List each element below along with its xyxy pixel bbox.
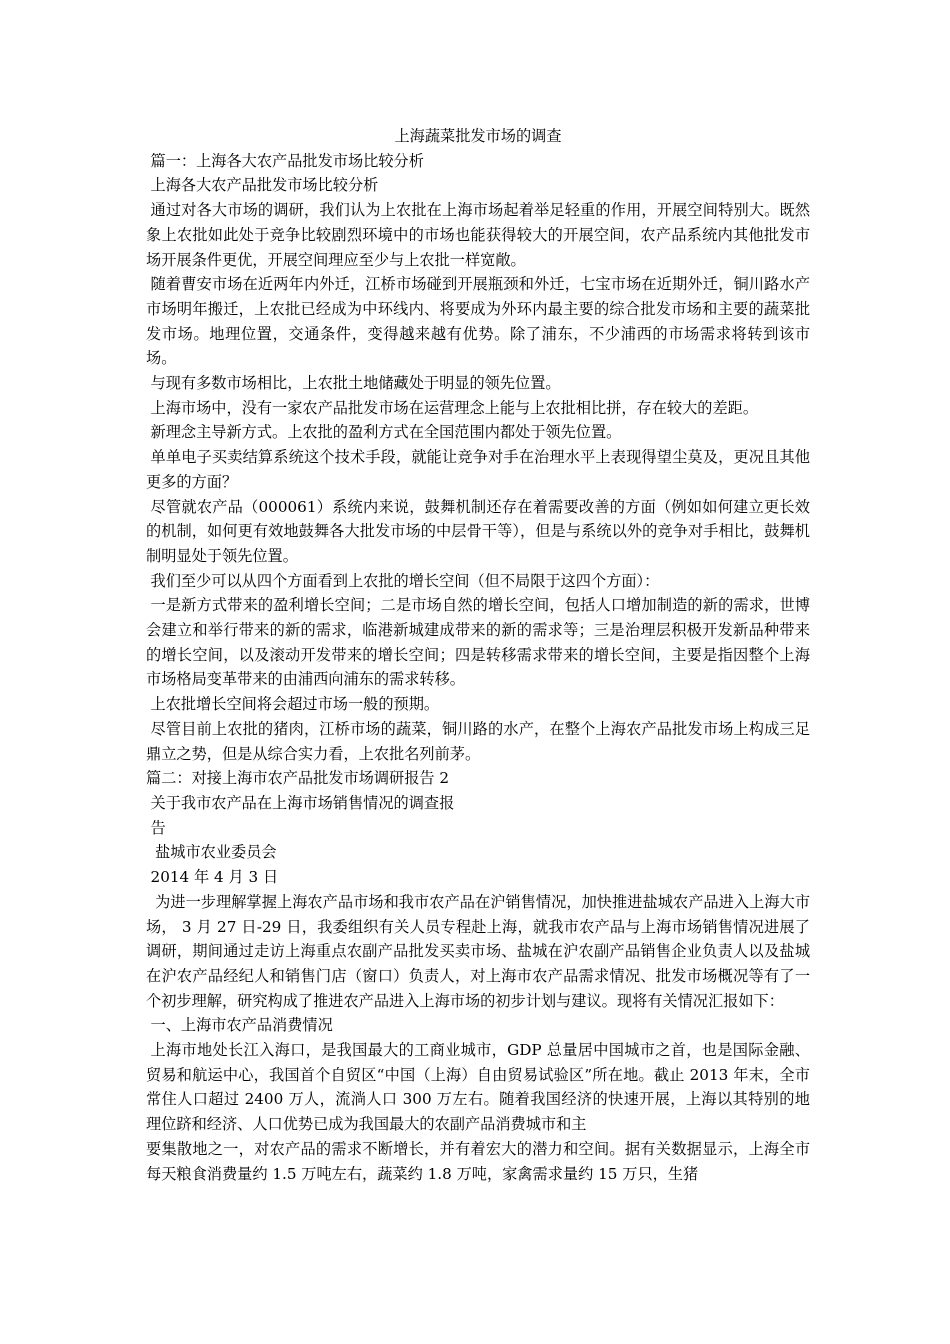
paragraph-3: 通过对各大市场的调研，我们认为上农批在上海市场起着举足轻重的作用，开展空间特别大。既然象上农批如此处于竞争比较剧烈环境中的市场也能获得较大的开展空间，农产品系统内其他批发市场开展条件更优，开展空间理应至少与上农批一样宽敞。 <box>146 201 810 269</box>
paragraph-2: 上海各大农产品批发市场比较分析 <box>150 176 379 195</box>
report-author: 盐城市农业委员会 <box>155 843 277 862</box>
report-date: 2014 年 4 月 3 日 <box>150 868 279 887</box>
section-heading-consumption: 一、上海市农产品消费情况 <box>150 1016 333 1035</box>
paragraph-10: 我们至少可以从四个方面看到上农批的增长空间（但不局限于这四个方面）： <box>150 571 660 590</box>
section-heading-2: 篇二：对接上海市农产品批发市场调研报告 2 <box>146 769 450 788</box>
paragraph-13: 尽管目前上农批的猪肉，江桥市场的蔬菜，铜川路的水产，在整个上海农产品批发市场上构成三足鼎立之势，但是从综合实力看，上农批名列前茅。 <box>146 719 810 763</box>
document-page <box>146 124 810 1186</box>
paragraph-5: 与现有多数市场相比，上农批土地储藏处于明显的领先位置。 <box>150 374 561 393</box>
paragraph-1: 篇一：上海各大农产品批发市场比较分析 <box>150 151 424 170</box>
paragraph-12: 上农批增长空间将会超过市场一般的预期。 <box>150 695 440 714</box>
report-title-line-1: 关于我市农产品在上海市场销售情况的调查报 <box>150 793 455 812</box>
paragraph-7: 新理念主导新方式。上农批的盈利方式在全国范围内都处于领先位置。 <box>150 423 622 442</box>
document-title: 上海蔬菜批发市场的调查 <box>394 127 562 145</box>
paragraph-consumption-1: 上海市地处长江入海口，是我国最大的工商业城市，GDP 总量居中国城市之首，也是国际金融、贸易和航运中心，我国首个自贸区“中国（上海）自由贸易试验区”所在地。截止 2013 年末，全市常住人口超过 2400 万人，流淌人口 300 万左右。随着我国经济的快速开展，上海以其特别的地理位跻和经济、人口优势已成为我国最大的农副产品消费城市和主 <box>146 1041 810 1134</box>
paragraph-8: 单单电子买卖结算系统这个技术手段，就能让竞争对手在治理水平上表现得望尘莫及，更况且其他更多的方面？ <box>146 448 810 491</box>
paragraph-9: 尽管就农产品（000061）系统内来说，鼓舞机制还存在着需要改善的方面（例如如何建立更长效的机制，如何更有效地鼓舞各大批发市场的中层骨干等），但是与系统以外的竞争对手相比，鼓舞机制明显处于领先位置。 <box>146 497 810 565</box>
report-title-line-2: 告 <box>150 818 166 837</box>
paragraph-11: 一是新方式带来的盈利增长空间；二是市场自然的增长空间，包括人口增加制造的新的需求，世博会建立和举行带来的新的需求，临港新城建成带来的新的需求等；三是治理层积极开发新品种带来的增长空间，以及滚动开发带来的增长空间；四是转移需求带来的增长空间，主要是指因整个上海市场格局变革带来的由浦西向浦东的需求转移。 <box>146 596 810 689</box>
paragraph-consumption-2: 要集散地之一，对农产品的需求不断增长，并有着宏大的潜力和空间。据有关数据显示，上海全市每天粮食消费量约 1.5 万吨左右，蔬菜约 1.8 万吨，家禽需求量约 15 万只，生猪 <box>146 1139 810 1183</box>
paragraph-4: 随着曹安市场在近两年内外迁，江桥市场碰到开展瓶颈和外迁，七宝市场在近期外迁，铜川路水产市场明年搬迁，上农批已经成为中环线内、将要成为外环内最主要的综合批发市场和主要的蔬菜批发市场。地理位置，交通条件，变得越来越有优势。除了浦东，不少浦西的市场需求将转到该市场。 <box>146 275 810 368</box>
paragraph-intro: 为进一步理解掌握上海农产品市场和我市农产品在沪销售情况，加快推进盐城农产品进入上海大市场， 3 月 27 日-29 日，我委组织有关人员专程赴上海，就我市农产品与上海市场销售情况进展了调研，期间通过走访上海重点农副产品批发买卖市场、盐城在沪农副产品销售企业负责人以及盐城在沪农产品经纪人和销售门店（窗口）负责人，对上海市农产品需求情况、批发市场概况等有了一个初步理解，研究构成了推进农产品进入上海市场的初步计划与建议。现将有关情况汇报如下： <box>146 892 810 1010</box>
paragraph-6: 上海市场中，没有一家农产品批发市场在运营理念上能与上农批相比拼，存在较大的差距。 <box>150 398 759 417</box>
